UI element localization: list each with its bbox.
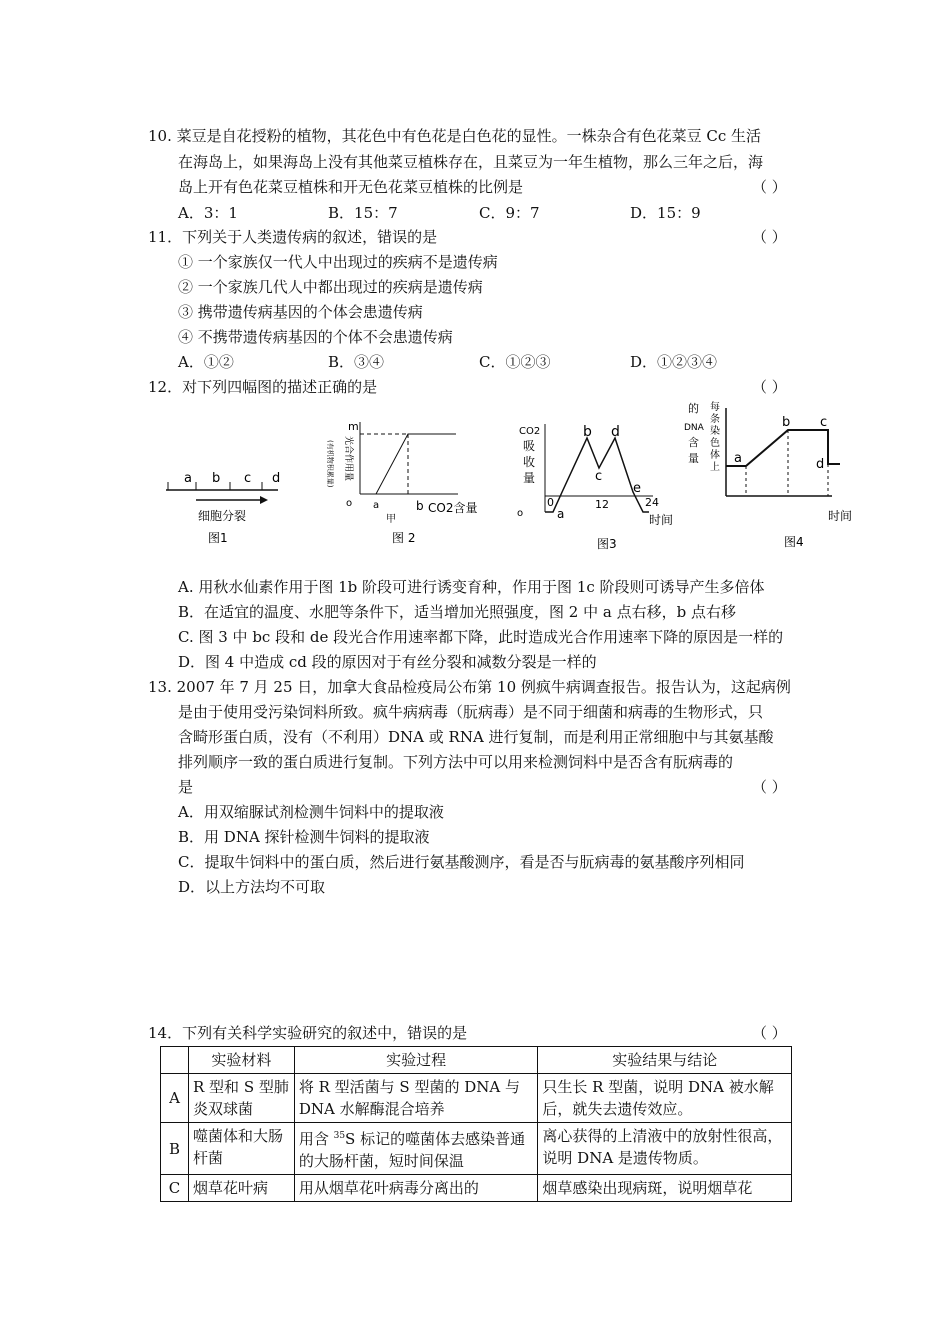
q11-option-d: D．①②③④ [630,353,718,371]
row-result: 离心获得的上清液中的放射性很高，说明 DNA 是遗传物质。 [538,1123,792,1175]
q11-option-b: B．③④ [328,353,385,371]
fig2-side-label: (有机物积累量) [326,440,334,488]
fig2-point-a: a [373,500,380,511]
fig3-ylabel-3: 收 [523,455,536,469]
fig4-caption: 图4 [784,535,804,549]
q14-stem: 14．下列有关科学实验研究的叙述中，错误的是 [148,1024,468,1042]
table-row [161,1074,792,1123]
fig1-xlabel: 细胞分裂 [198,509,247,523]
fig4-point-c: c [820,415,828,430]
fig2-curve [376,434,456,494]
q14-answer-paren: （ ） [752,1024,787,1042]
table-header-material: 实验材料 [188,1047,294,1074]
fig4-point-a: a [734,451,742,466]
fig4-ylabel1-4: 量 [688,452,699,465]
row-material: 噬菌体和大肠杆菌 [188,1123,294,1175]
fig1-caption: 图1 [208,531,228,545]
table-row [161,1175,792,1202]
q12-stem: 12．对下列四幅图的描述正确的是 [148,378,378,396]
fig4-point-d: d [816,457,825,472]
fig3-caption: 图3 [597,537,617,551]
figure-2 [318,412,508,552]
fig3-point-b: b [583,424,592,440]
fig1-point-c: c [244,471,252,486]
q10-option-d: D．15：9 [630,204,701,222]
q11-answer-paren: （ ） [752,228,787,246]
row-process: 用从烟草花叶病毒分离出的 [294,1175,538,1202]
q13-option-b: B．用 DNA 探针检测牛饲料的提取液 [178,828,430,846]
figure-3 [515,412,685,552]
fig3-point-e: e [633,481,641,496]
q11-item-4: ④ 不携带遗传病基因的个体不会患遗传病 [178,328,453,346]
row-material: R 型和 S 型肺炎双球菌 [188,1074,294,1123]
row-material: 烟草花叶病 [188,1175,294,1202]
q13-line-3: 含畸形蛋白质，没有（不利用）DNA 或 RNA 进行复制，而是利用正常细胞中与其氨基酸 [178,728,774,746]
row-result: 只生长 R 型菌，说明 DNA 被水解后，就失去遗传效应。 [538,1074,792,1123]
q10-option-b: B．15：7 [328,204,398,222]
q13-line-2: 是由于使用受污染饲料所致。疯牛病病毒（朊病毒）是不同于细菌和病毒的生物形式，只 [178,703,764,721]
q11-item-1: ① 一个家族仅一代人中出现过的疾病不是遗传病 [178,253,498,271]
row-result: 烟草感染出现病斑，说明烟草花 [538,1175,792,1202]
q13-answer-paren: （ ） [752,778,787,796]
q10-line-1: 10. 菜豆是自花授粉的植物，其花色中有色花是白色花的显性。一株杂合有色花菜豆 Cc 生活 [148,127,762,145]
fig3-ylabel-1: CO2 [519,426,541,437]
fig4-ylabel2-4: 色 [710,438,720,449]
row-label: A [161,1074,189,1123]
fig2-point-b: b [416,499,424,513]
figure-1 [160,420,290,560]
q13-line-5: 是 [178,778,194,796]
q10-option-a: A．3：1 [178,204,238,222]
table-header-blank [161,1047,189,1074]
q11-stem: 11．下列关于人类遗传病的叙述，错误的是 [148,228,438,246]
q10-option-c: C．9：7 [479,204,540,222]
figure-4 [682,398,862,550]
table-header-result: 实验结果与结论 [538,1047,792,1074]
row-process [294,1123,538,1175]
fig4-ylabel1-3: 含 [688,436,699,449]
fig3-point-d: d [611,424,620,440]
table-row [161,1123,792,1175]
fig3-ylabel-2: 吸 [523,439,536,453]
q13-option-d: D．以上方法均不可取 [178,878,326,896]
fig1-point-d: d [272,471,281,486]
fig4-xlabel: 时间 [828,509,853,523]
row-process-pre: 用含 [298,1130,334,1148]
row-process-sup: 35 [333,1131,346,1141]
fig2-caption: 图 2 [392,531,416,545]
fig4-ylabel2-6: 上 [710,462,720,473]
q14-table [160,1046,792,1202]
fig3-tick-0: 0 [547,496,554,509]
fig3-side: o [517,508,524,519]
fig4-ylabel2-1: 每 [710,402,720,413]
q12-answer-paren: （ ） [752,378,787,396]
q13-line-1: 13. 2007 年 7 月 25 日，加拿大食品检疫局公布第 10 例疯牛病调查报告。报告认为，这起病例 [148,678,791,696]
q12-option-d: D．图 4 中造成 cd 段的原因对于有丝分裂和减数分裂是一样的 [178,653,597,671]
q13-option-a: A．用双缩脲试剂检测牛饲料中的提取液 [178,803,444,821]
fig3-point-c: c [595,469,603,484]
fig4-ylabel2-5: 体 [710,450,720,461]
fig3-tick-12: 12 [595,498,609,511]
fig3-tick-24: 24 [645,496,659,509]
q11-item-3: ③ 携带遗传病基因的个体会患遗传病 [178,303,423,321]
fig4-ylabel1-1: 的 [688,402,699,415]
fig2-ylabel-top: m [348,420,359,433]
fig2-under: 甲 [386,514,396,525]
table-header-process: 实验过程 [294,1047,538,1074]
q11-option-a: A．①② [178,353,234,371]
fig1-point-a: a [184,471,192,486]
table-header-row [161,1047,792,1074]
fig4-ylabel2-2: 条 [710,414,720,425]
row-process-post: S 标记的噬菌体去感染普通的大肠杆菌，短时间保温 [298,1130,526,1170]
q11-option-c: C．①②③ [479,353,551,371]
fig2-ylabel: 光合作用量 [343,436,353,482]
fig4-ylabel1-2: DNA [684,423,704,433]
fig2-xlabel: CO2含量 [428,501,478,515]
q10-line-2: 在海岛上，如果海岛上没有其他菜豆植株存在，且菜豆为一年生植物，那么三年之后，海 [178,153,764,171]
row-process: 将 R 型活菌与 S 型菌的 DNA 与 DNA 水解酶混合培养 [294,1074,538,1123]
q11-item-2: ② 一个家族几代人中都出现过的疾病是遗传病 [178,278,483,296]
fig4-point-b: b [782,415,791,430]
fig3-point-a: a [557,507,565,521]
fig2-origin: o [346,498,353,509]
q13-line-4: 排列顺序一致的蛋白质进行复制。下列方法中可以用来检测饲料中是否含有朊病毒的 [178,753,734,771]
q12-option-b: B．在适宜的温度、水肥等条件下，适当增加光照强度，图 2 中 a 点右移，b 点右移 [178,603,736,621]
row-label: C [161,1175,189,1202]
q10-answer-paren: （ ） [752,178,787,196]
fig3-ylabel-4: 量 [523,471,536,485]
row-label: B [161,1123,189,1175]
fig3-xlabel: 时间 [649,513,674,527]
q12-option-a: A. 用秋水仙素作用于图 1b 阶段可进行诱变育种，作用于图 1c 阶段则可诱导产生多倍体 [178,578,765,596]
q13-option-c: C．提取牛饲料中的蛋白质，然后进行氨基酸测序，看是否与朊病毒的氨基酸序列相同 [178,853,745,871]
fig1-point-b: b [212,471,221,486]
q10-line-3: 岛上开有色花菜豆植株和开无色花菜豆植株的比例是 [178,178,524,196]
q12-option-c: C. 图 3 中 bc 段和 de 段光合作用速率都下降，此时造成光合作用速率下降的原因是一样的 [178,628,784,646]
fig4-ylabel2-3: 染 [710,426,720,437]
